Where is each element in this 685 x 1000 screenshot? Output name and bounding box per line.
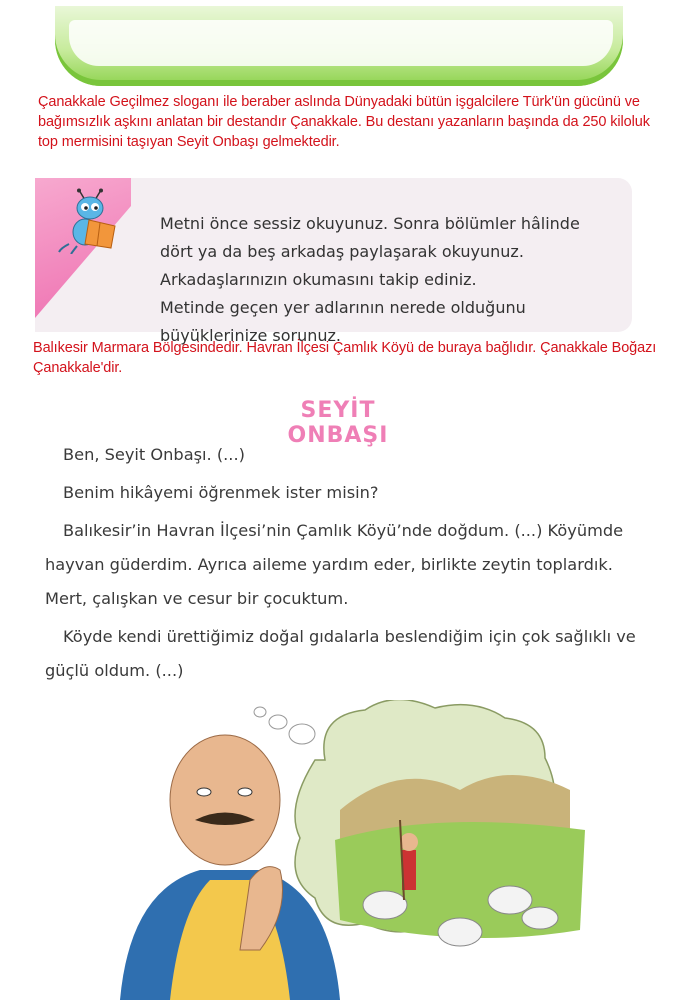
story-paragraph-1: Ben, Seyit Onbaşı. (...)	[63, 445, 245, 464]
story-paragraph-2: Benim hikâyemi öğrenmek ister misin?	[63, 483, 379, 502]
handwritten-note-intro: Çanakkale Geçilmez sloganı ile beraber aslında Dünyadaki bütün işgalcilere Türk'ün gücünü ve bağımsızlık aşkını anlatan bir destandır Çanakkale. Bu destanı yazanların başında da 250 kiloluk top mermisini taşıyan Seyit Onbaşı gelmektedir.	[38, 94, 650, 150]
reading-bug-icon	[55, 188, 127, 254]
instruction-paragraph-2: Metinde geçen yer adlarının nerede olduğunu büyüklerinize sorunuz.	[160, 298, 526, 345]
instruction-paragraph-1: Metni önce sessiz okuyunuz. Sonra bölümler hâlinde dört ya da beş arkadaş paylaşarak okuyunuz. Arkadaşlarınızın okumasını takip ediniz.	[160, 214, 580, 289]
handwritten-note-answer: Balıkesir Marmara Bölgesindedir. Havran İlçesi Çamlık Köyü de buraya bağlıdır. Çanakkale Boğazı Çanakkale'dir.	[33, 340, 657, 376]
seyit-onbasi-dreaming-of-shepherding-image	[100, 700, 640, 1000]
story-paragraph-3: Balıkesir’in Havran İlçesi’nin Çamlık Köyü’nde doğdum. (...) Köyümde hayvan güderdim. Ayrıca aileme yardım eder, birlikte zeytin toplardık. Mert, çalışkan ve cesur bir çocuktum.	[45, 521, 624, 608]
story-title: SEYİT ONBAŞI	[287, 398, 389, 448]
reading-instructions	[160, 210, 615, 350]
story-paragraph-4: Köyde kendi ürettiğimiz doğal gıdalarla beslendiğim için çok sağlıklı ve güçlü oldum. (...)	[45, 627, 636, 680]
header-banner	[55, 6, 623, 86]
story-text	[45, 438, 645, 692]
